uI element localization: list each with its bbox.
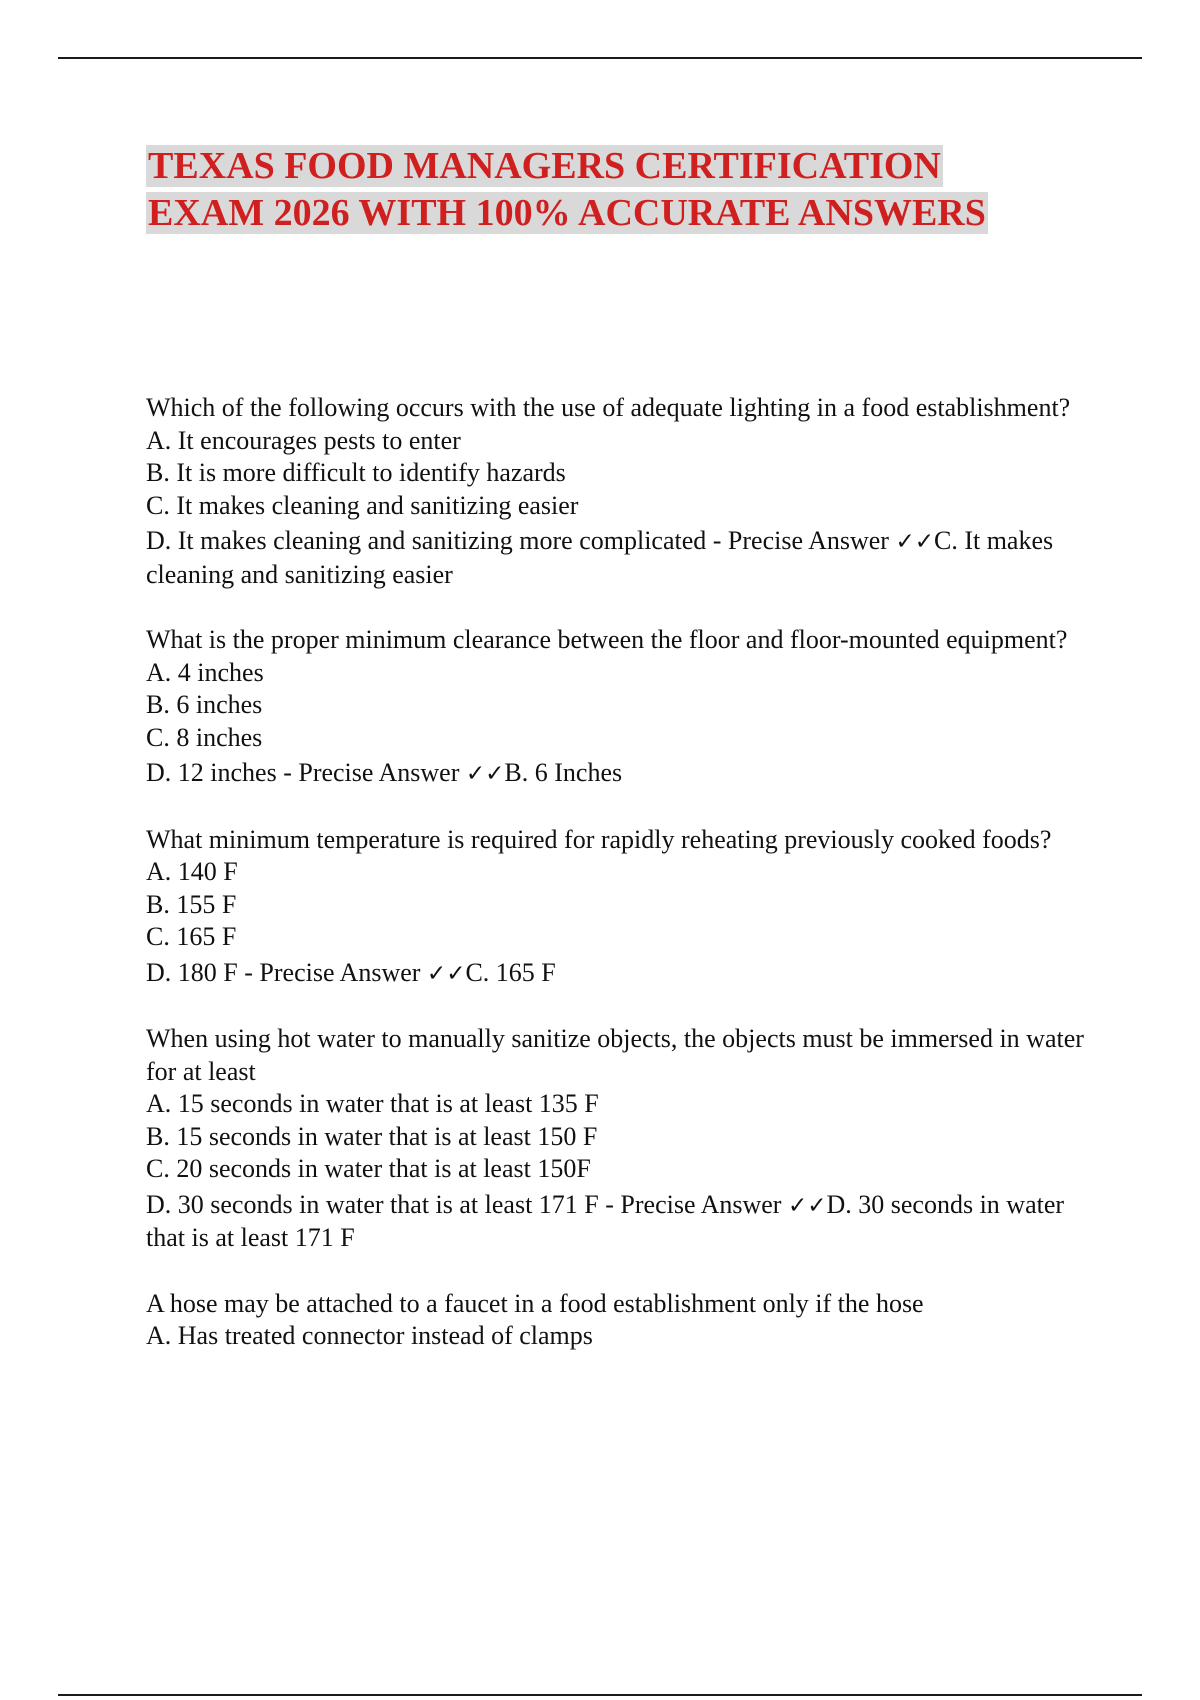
answer-option: B. 155 F: [146, 889, 237, 919]
answer-option-with-solution: [146, 957, 1091, 991]
answer-option: A. Has treated connector instead of clamps: [146, 1321, 593, 1350]
question-text: Which of the following occurs with the use of adequate lighting in a food establishment?: [146, 393, 1071, 422]
question-text: What is the proper minimum clearance between the floor and floor-mounted equipment?: [146, 625, 1068, 654]
answer-option: B. 15 seconds in water that is at least 150 F: [146, 1121, 598, 1151]
answer-option-text: D. 30 seconds in water that is at least 171 F -: [146, 1189, 621, 1219]
answer-prefix: Precise Answer: [620, 1189, 782, 1219]
answer-option: B. 6 inches: [146, 690, 263, 719]
answer-option-text: D. It makes cleaning and sanitizing more complicated -: [146, 526, 728, 555]
answer-option-with-solution: [146, 1189, 1091, 1255]
answer-option-with-solution: [146, 525, 1091, 591]
document-title-line-1: TEXAS FOOD MANAGERS CERTIFICATION: [148, 145, 941, 187]
top-rule: [58, 57, 1142, 59]
question-block: [146, 824, 1091, 991]
answer-prefix: Precise Answer: [259, 957, 421, 987]
question-block: [146, 1288, 1091, 1353]
answer-option: B. It is more difficult to identify hazards: [146, 458, 566, 487]
answer-option-text: D. 12 inches -: [146, 758, 299, 787]
answer-option-text: D. 180 F -: [146, 957, 260, 987]
answer-prefix: Precise Answer: [298, 758, 460, 787]
double-check-icon: ✓✓: [426, 960, 466, 987]
question-block: [146, 1023, 1091, 1255]
correct-answer: C. It makes cleaning and sanitizing easier: [146, 526, 1054, 589]
double-check-icon: ✓✓: [465, 761, 505, 787]
answer-option-with-solution: [146, 757, 1091, 791]
answer-option: A. 4 inches: [146, 657, 264, 687]
question-block: [146, 392, 1091, 591]
bottom-rule: [58, 1694, 1142, 1696]
correct-answer: B. 6 Inches: [504, 758, 623, 787]
document-title-line-2: EXAM 2026 WITH 100% ACCURATE ANSWERS: [148, 192, 986, 234]
correct-answer: C. 165 F: [465, 957, 556, 987]
question-text: What minimum temperature is required for rapidly reheating previously cooked foods?: [146, 824, 1052, 854]
answer-option: A. 140 F: [146, 857, 238, 886]
answer-option: C. 20 seconds in water that is at least 150F: [146, 1154, 591, 1183]
question-list: [146, 392, 1091, 1386]
answer-prefix: Precise Answer: [727, 526, 889, 555]
question-text: A hose may be attached to a faucet in a food establishment only if the hose: [146, 1288, 924, 1318]
double-check-icon: ✓✓: [895, 529, 934, 555]
correct-answer: D. 30 seconds in water that is at least 171 F: [146, 1189, 1065, 1252]
answer-option: C. It makes cleaning and sanitizing easier: [146, 490, 579, 520]
answer-option: C. 165 F: [146, 922, 237, 951]
answer-option: C. 8 inches: [146, 722, 263, 752]
question-text: When using hot water to manually sanitize objects, the objects must be immersed in water for at least: [146, 1024, 1084, 1086]
answer-option: A. 15 seconds in water that is at least 135 F: [146, 1089, 599, 1118]
document-title: [146, 143, 1106, 237]
question-block: [146, 624, 1091, 791]
double-check-icon: ✓✓: [787, 1192, 827, 1219]
answer-option: A. It encourages pests to enter: [146, 425, 461, 455]
